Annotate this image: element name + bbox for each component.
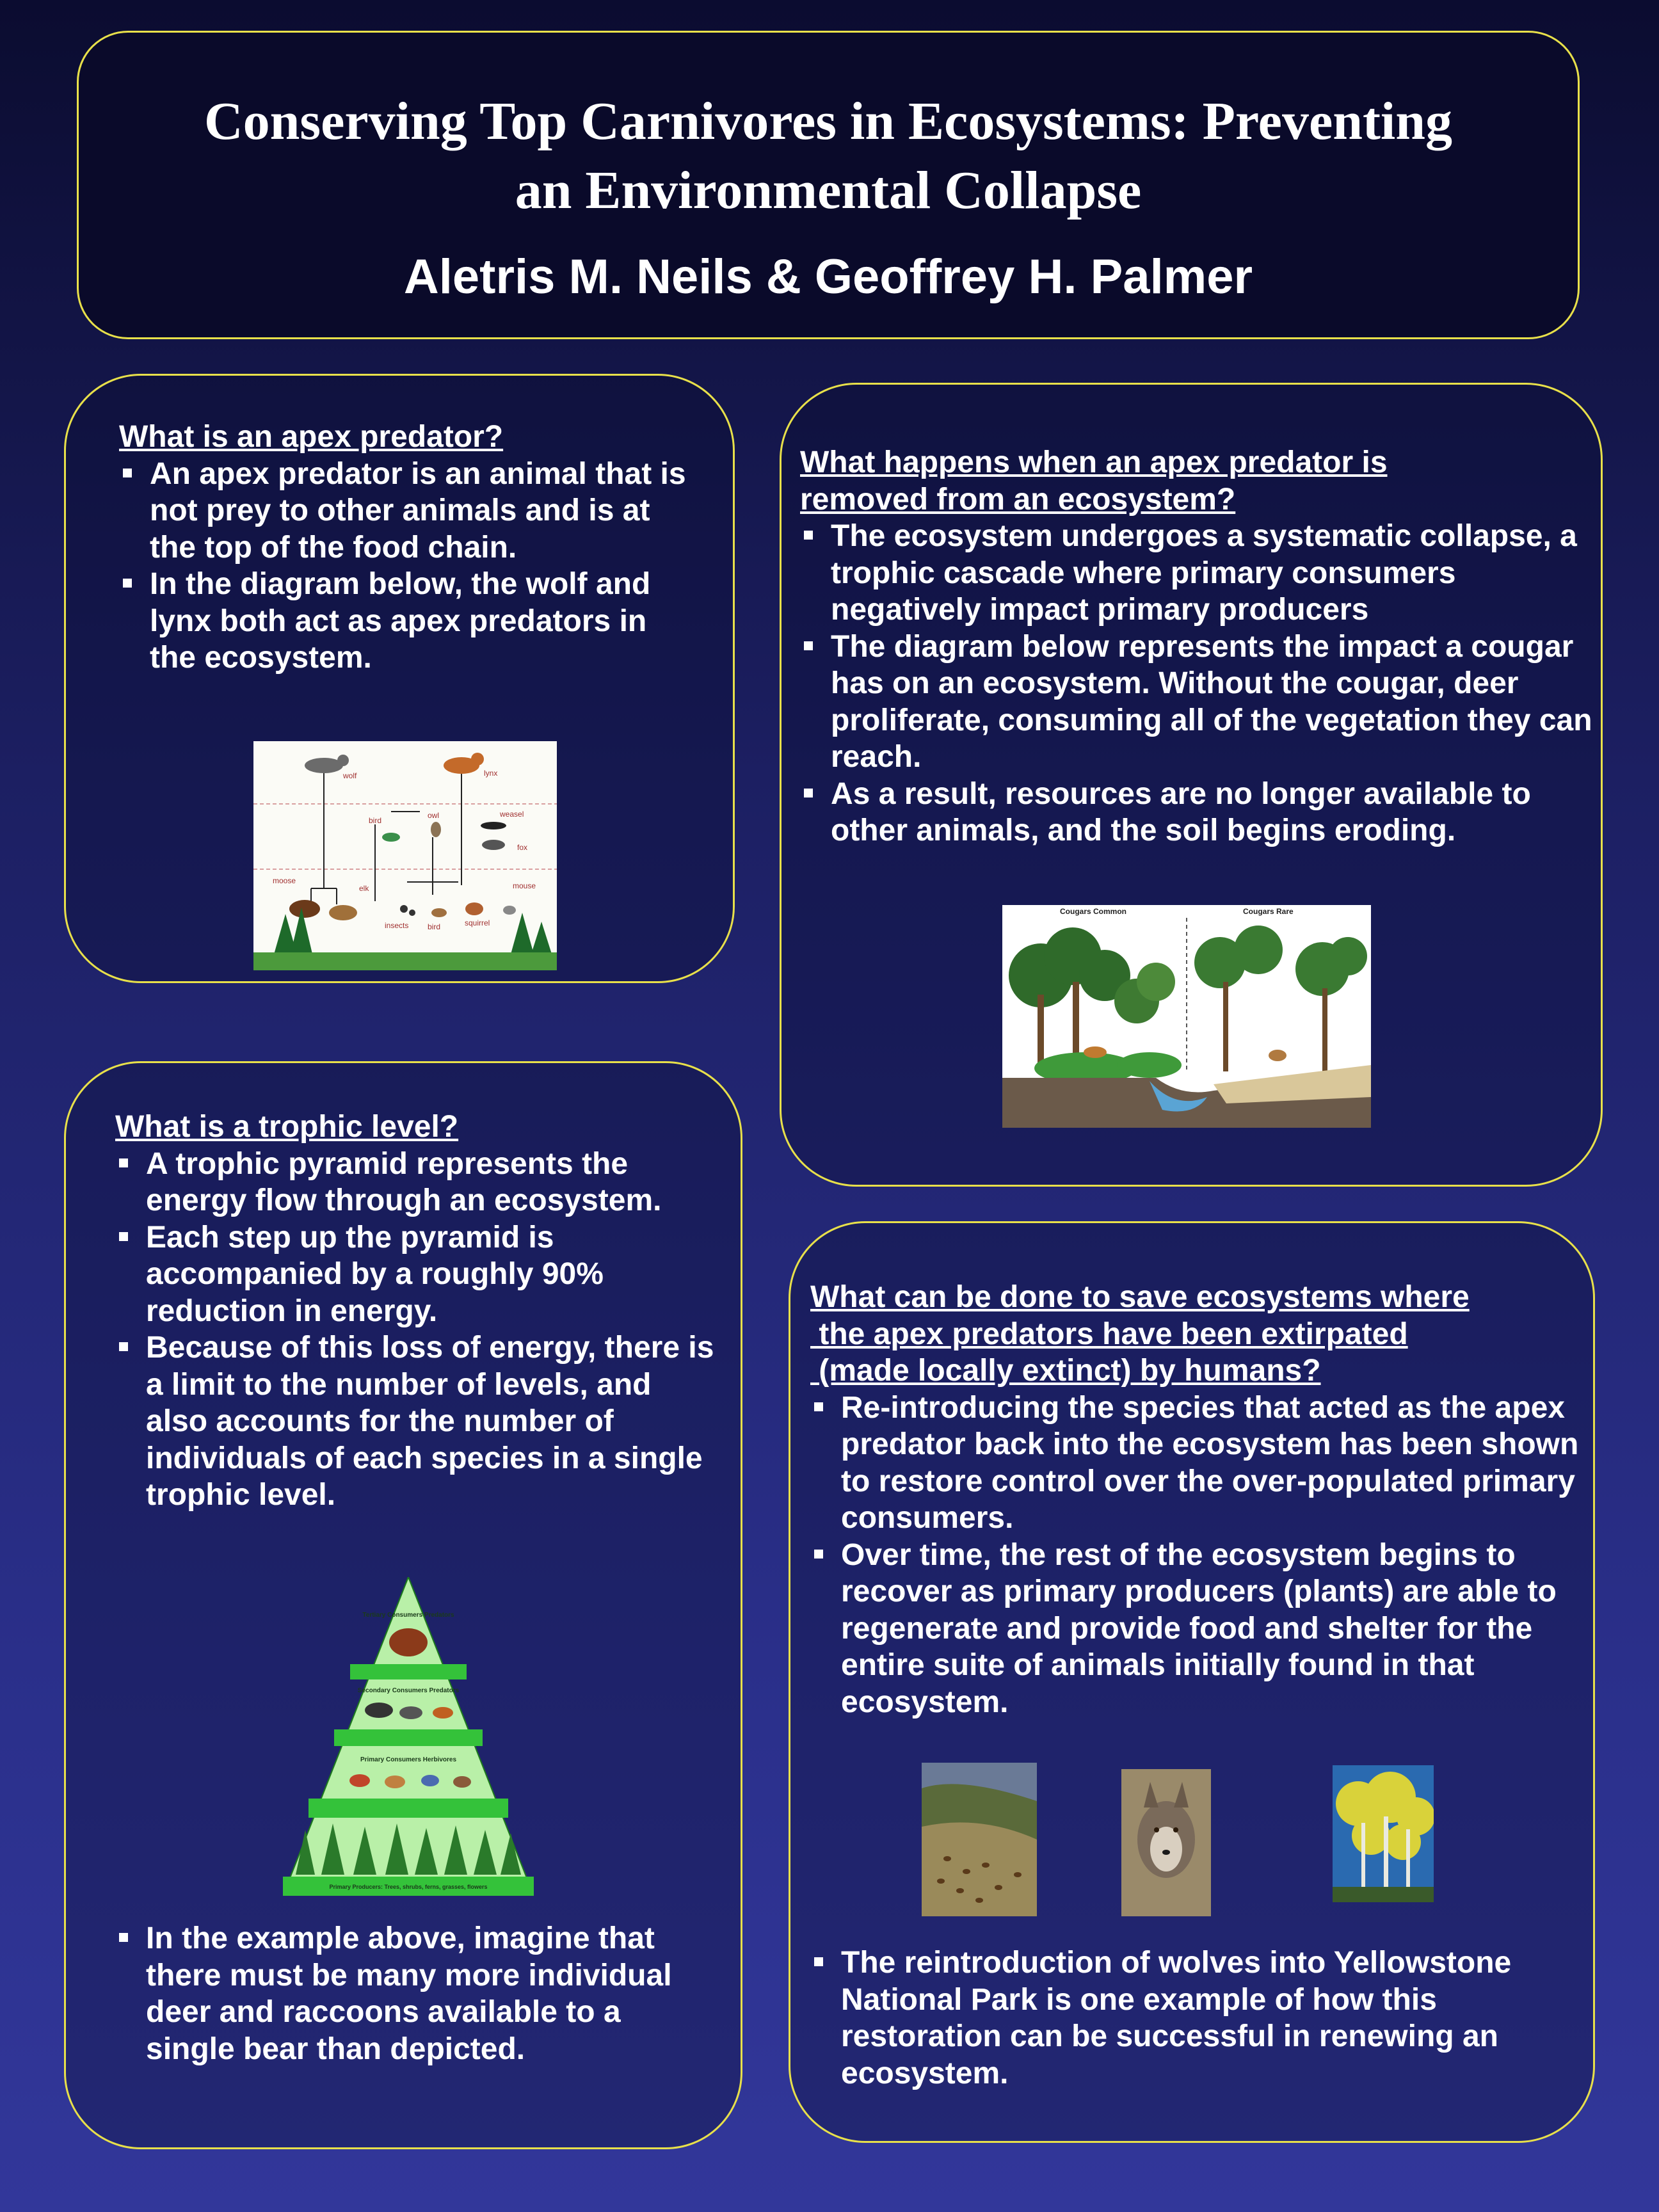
elk-herd-photo	[922, 1763, 1037, 1916]
panel-removed-text	[800, 444, 1594, 849]
trophic-bullet: Each step up the pyramid is accompanied by a roughly 90% reduction in energy.	[115, 1219, 717, 1330]
label-cougars-common: Cougars Common	[1060, 907, 1127, 916]
label-fox: fox	[517, 843, 528, 852]
apex-bullet: In the diagram below, the wolf and lynx both act as apex predators in the ecosystem.	[119, 566, 695, 677]
label-lynx: lynx	[484, 769, 498, 778]
trophic-pyramid	[283, 1577, 534, 1896]
trophic-pyramid-svg	[283, 1577, 534, 1896]
label-mouse: mouse	[513, 881, 536, 890]
panel-apex-text	[119, 419, 695, 677]
moose-icon	[289, 900, 320, 918]
panel-removed-heading-2: removed from an ecosystem?	[800, 482, 1236, 517]
mouse-icon	[503, 906, 516, 915]
label-insects: insects	[385, 921, 409, 930]
trophic-bullet: Because of this loss of energy, there is a limit to the number of levels, and also accounts for the number of individuals of each species in a single trophic level.	[115, 1329, 717, 1514]
panel-save-heading-2: the apex predators have been extirpated	[810, 1317, 1408, 1351]
bird-icon	[431, 908, 447, 917]
panel-trophic-heading: What is a trophic level?	[115, 1110, 459, 1144]
title-box	[77, 31, 1580, 339]
squirrel-icon	[465, 902, 483, 915]
label-elk: elk	[359, 884, 369, 893]
bird-icon	[382, 833, 400, 842]
aspen-trees-photo	[1333, 1765, 1434, 1902]
food-web-svg	[253, 741, 557, 970]
save-bullet: Re-introducing the species that acted as the apex predator back into the ecosystem has been shown to restore control over the over-populated primary consumers.	[810, 1390, 1591, 1537]
poster-title-line-2: an Environmental Collapse	[515, 161, 1142, 220]
panel-apex-heading: What is an apex predator?	[119, 420, 504, 454]
pyramid-label-producers: Primary Producers: Trees, shrubs, ferns, grasses, flowers	[329, 1884, 488, 1890]
label-weasel: weasel	[500, 810, 524, 819]
label-bird-2: bird	[428, 922, 441, 931]
wolf-photo	[1121, 1769, 1211, 1916]
panel-save-heading-3: (made locally extinct) by humans?	[810, 1354, 1321, 1388]
cougar-impact-svg	[1002, 905, 1371, 1128]
panel-save-text	[810, 1279, 1591, 1720]
panel-save-bottom	[810, 1944, 1578, 2092]
poster-title-line-1: Conserving Top Carnivores in Ecosystems: Preventing	[204, 92, 1452, 151]
save-bottom-bullet: The reintroduction of wolves into Yellowstone National Park is one example of how this restoration can be successful in renewing an ecosystem.	[810, 1944, 1578, 2092]
panel-save-heading-1: What can be done to save ecosystems where	[810, 1280, 1470, 1314]
food-web-diagram	[253, 741, 557, 970]
weasel-icon	[481, 822, 506, 830]
label-bird: bird	[369, 816, 382, 825]
pyramid-label-primary-consumers: Primary Consumers Herbivores	[360, 1756, 457, 1763]
panel-removed-heading-1: What happens when an apex predator is	[800, 445, 1388, 479]
panel-trophic-text	[115, 1109, 717, 1514]
panel-trophic-bottom	[115, 1920, 691, 2067]
removed-bullet: The ecosystem undergoes a systematic collapse, a trophic cascade where primary consumers negatively impact primary producers	[800, 518, 1594, 629]
wolf-icon	[305, 755, 349, 773]
label-squirrel: squirrel	[465, 918, 490, 927]
save-bullet: Over time, the rest of the ecosystem begins to recover as primary producers (plants) are able to regenerate and provide food and shelter for the entire suite of animals initially found in that ecosystem.	[810, 1537, 1591, 1721]
owl-icon	[431, 822, 441, 837]
pyramid-label-secondary: Secondary Consumers Predators	[357, 1687, 460, 1694]
label-moose: moose	[273, 876, 296, 885]
poster-authors: Aletris M. Neils & Geoffrey H. Palmer	[403, 250, 1253, 304]
label-owl: owl	[428, 811, 440, 820]
lynx-icon	[444, 753, 484, 774]
cougar-impact-diagram	[1002, 905, 1371, 1128]
cougar-icon	[1084, 1046, 1107, 1058]
trophic-bullet: A trophic pyramid represents the energy flow through an ecosystem.	[115, 1146, 717, 1219]
elk-icon	[329, 905, 357, 920]
fox-icon	[482, 840, 505, 850]
apex-bullet: An apex predator is an animal that is not prey to other animals and is at the top of the food chain.	[119, 456, 695, 566]
trophic-bottom-bullet: In the example above, imagine that there must be many more individual deer and raccoons available to a single bear than depicted.	[115, 1920, 691, 2067]
label-cougars-rare: Cougars Rare	[1243, 907, 1294, 916]
insects-icon	[400, 905, 415, 916]
deer-icon	[1269, 1050, 1286, 1061]
pyramid-label-tertiary: Tertiary Consumers Predators	[362, 1612, 454, 1619]
bear-icon	[389, 1628, 428, 1656]
removed-bullet: As a result, resources are no longer available to other animals, and the soil begins eroding.	[800, 776, 1594, 849]
removed-bullet: The diagram below represents the impact a cougar has on an ecosystem. Without the cougar, deer proliferate, consuming all of the vegetation they can reach.	[800, 629, 1594, 776]
label-wolf: wolf	[343, 771, 357, 780]
